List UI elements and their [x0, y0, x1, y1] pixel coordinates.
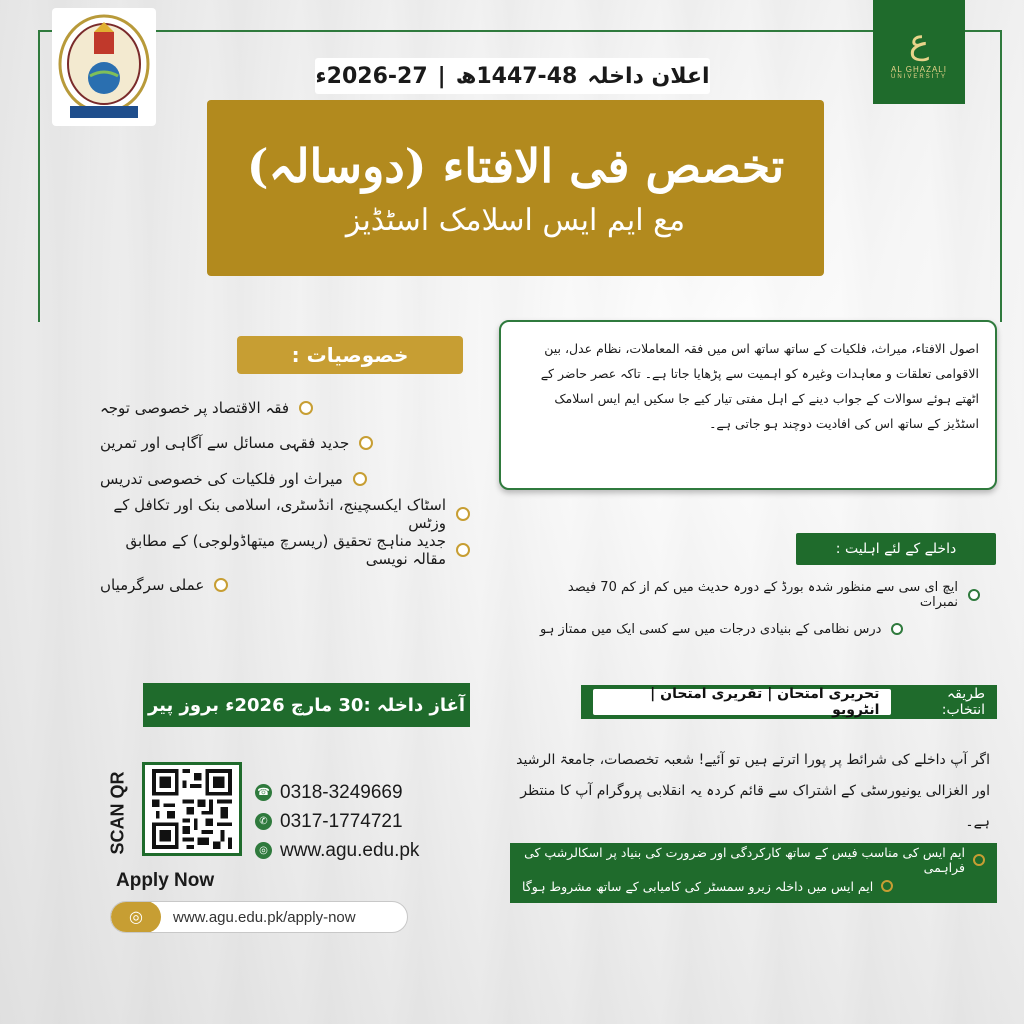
announce-gregorian-year: 2026-27ء — [315, 63, 428, 89]
program-title-banner — [207, 100, 824, 276]
logo-name-line1: AL GHAZALI — [891, 64, 947, 74]
invitation-text: اگر آپ داخلے کی شرائط پر پورا اترتے ہیں تو آئیے! شعبہ تخصصات، جامعۃ الرشید اور الغزالی یونیورسٹی کے اشتراک سے قائم کردہ یہ انقلابی پروگرام آپ کا منتظر ہے۔ — [516, 752, 990, 830]
scan-qr-label: SCAN QR — [107, 771, 128, 855]
fees-text: ایم ایس میں داخلہ زیرو سمسٹر کی کامیابی کے ساتھ مشروط ہوگا — [522, 878, 874, 894]
program-title: تخصص فی الافتاء (دوسالہ) — [246, 138, 785, 193]
fees-item — [522, 873, 985, 899]
feature-item — [100, 390, 470, 426]
website-row — [255, 836, 419, 865]
feature-text: فقہ الاقتصاد پر خصوصی توجہ — [100, 398, 290, 417]
website-link[interactable]: www.agu.edu.pk — [280, 839, 420, 861]
bullet-icon — [968, 589, 980, 601]
whatsapp-icon: ✆ — [255, 813, 272, 830]
feature-item — [100, 497, 470, 533]
feature-text: اسٹاک ایکسچینج، انڈسٹری، اسلامی بنک اور تکافل کے وزٹس — [113, 496, 446, 533]
eligibility-item — [540, 612, 980, 646]
bullet-icon — [214, 578, 228, 592]
globe-icon: ◎ — [111, 901, 161, 933]
globe-icon: ◎ — [255, 842, 272, 859]
bullet-icon — [359, 436, 373, 450]
calligraphy-mark-icon: ﻉ — [908, 21, 930, 62]
bullet-icon — [456, 543, 470, 557]
announce-hijri-year: 1447-48ھ — [455, 63, 578, 89]
admission-start-date: آغاز داخلہ :30 مارچ 2026ء بروز پیر — [143, 683, 470, 727]
qr-code[interactable] — [142, 762, 242, 856]
fees-item — [522, 847, 985, 873]
feature-text: جدید مناہج تحقیق (ریسرچ میتھاڈولوجی) کے مطابق مقالہ نویسی — [125, 531, 446, 568]
fees-text: ایم ایس کی مناسب فیس کے ساتھ کارکردگی اور ضرورت کی بنیاد پر اسکالرشپ کی فراہمی — [524, 845, 965, 875]
phone-row — [255, 778, 419, 807]
feature-item — [100, 532, 470, 568]
eligibility-text: درس نظامی کے بنیادی درجات میں سے کسی ایک میں ممتاز ہو — [540, 621, 882, 637]
eligibility-item — [540, 578, 980, 612]
apply-url-link[interactable] — [110, 901, 408, 933]
al-ghazali-university-logo — [873, 0, 965, 104]
program-subtitle: مع ایم ایس اسلامک اسٹڈیز — [345, 202, 686, 238]
apply-url-text: www.agu.edu.pk/apply-now — [173, 908, 356, 926]
feature-text: جدید فقہی مسائل سے آگاہی اور تمرین — [100, 434, 350, 453]
bullet-icon — [456, 507, 470, 521]
selection-method — [581, 685, 997, 719]
eligibility-heading: داخلے کے لئے اہلیت : — [796, 533, 996, 565]
eligibility-list — [540, 578, 980, 646]
eligibility-text: ایچ ای سی سے منظور شدہ بورڈ کے دورہ حدیث میں کم از کم 70 فیصد نمبرات — [567, 580, 958, 610]
logo-name-line2: UNIVERSITY — [890, 73, 947, 80]
bullet-icon — [881, 880, 893, 892]
announce-separator: | — [437, 63, 446, 89]
announce-label: اعلان داخلہ — [587, 63, 710, 89]
selection-value: تحریری امتحان | تقریری امتحان | انٹرویو — [593, 689, 891, 715]
bullet-icon — [353, 472, 367, 486]
feature-text: میراث اور فلکیات کی خصوصی تدریس — [100, 469, 343, 488]
university-seal-logo — [52, 8, 156, 126]
phone-number[interactable]: 0318-3249669 — [280, 781, 403, 803]
features-list — [100, 390, 470, 603]
bullet-icon — [891, 623, 903, 635]
features-heading: خصوصیات : — [237, 336, 463, 374]
whatsapp-number[interactable]: 0317-1774721 — [280, 810, 403, 832]
bullet-icon — [299, 401, 313, 415]
admission-announcement — [315, 58, 710, 94]
selection-label: طریقہ انتخاب: — [941, 686, 985, 718]
feature-item — [100, 426, 470, 462]
feature-item — [100, 461, 470, 497]
contact-list — [255, 778, 419, 865]
feature-text: عملی سرگرمیاں — [100, 576, 205, 595]
feature-item — [100, 568, 470, 604]
whatsapp-row — [255, 807, 419, 836]
fees-info — [510, 843, 997, 903]
bullet-icon — [973, 854, 985, 866]
apply-now-label: Apply Now — [116, 870, 215, 891]
program-description: اصول الافتاء، میراث، فلکیات کے ساتھ ساتھ اس میں فقہ المعاملات، نظام عدل، بین الاقوامی تعلقات و معاہدات وغیرہ کو اہمیت سے پڑھایا جاتا ہے۔ تاکہ عصر حاضر کے اٹھتے ہوئے سوالات کے جواب دینے کے اہل مفتی تیار کیے جا سکیں ایم ایس اسلامک اسٹڈیز کے ساتھ اس کی افادیت دوچند ہو جاتی ہے۔ — [499, 320, 997, 490]
phone-icon: ☎ — [255, 784, 272, 801]
